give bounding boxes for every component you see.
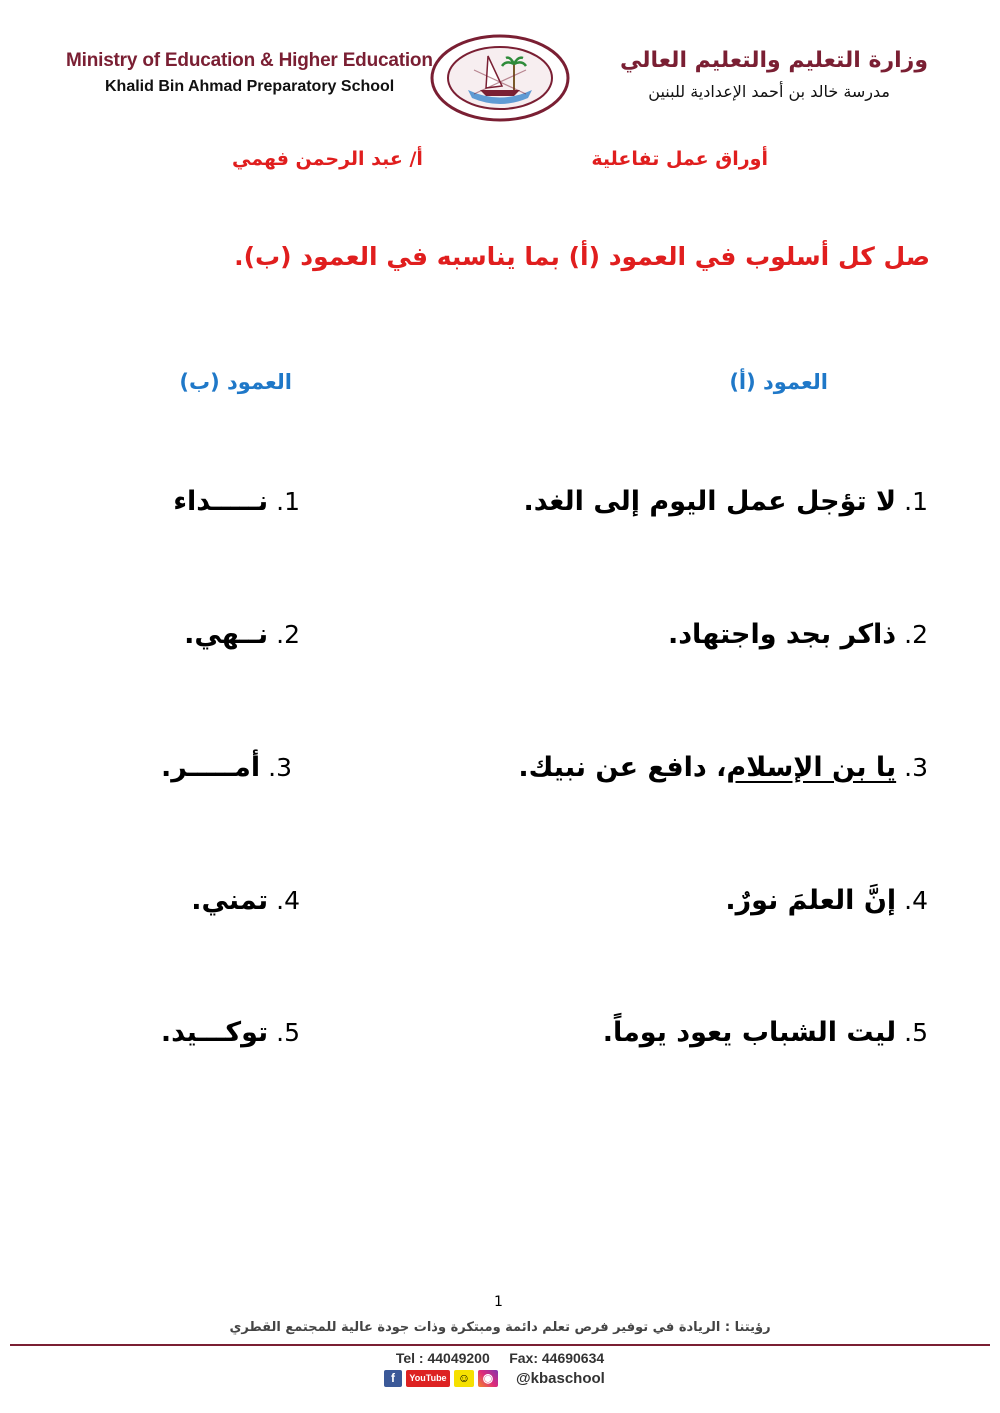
item-number: 5.: [276, 1018, 300, 1047]
snapchat-icon[interactable]: ☺: [454, 1370, 474, 1387]
instruction-text: صل كل أسلوب في العمود (أ) بما يناسبه في العمود (ب).: [234, 242, 930, 271]
item-number: 1.: [904, 487, 928, 516]
item-text-underlined: يا بن الإسلام: [726, 752, 897, 783]
teacher-name: أ/ عبد الرحمن فهمي: [232, 148, 423, 170]
item-text: نـــــداء: [173, 486, 269, 517]
item-text: أمـــــر.: [160, 752, 261, 783]
item-number: 4.: [276, 886, 300, 915]
fax-number: Fax: 44690634: [509, 1350, 605, 1366]
social-handle[interactable]: @kbaschool: [516, 1369, 605, 1387]
column-a-item-1[interactable]: [523, 486, 928, 517]
item-text: ليت الشباب يعود يوماً.: [602, 1017, 897, 1048]
column-a-item-4[interactable]: [725, 885, 928, 916]
school-name-ar: مدرسة خالد بن أحمد الإعدادية للبنين: [648, 82, 890, 101]
footer-divider: [10, 1344, 990, 1346]
column-a-item-2[interactable]: [668, 619, 928, 650]
qatar-ministry-logo: [428, 30, 572, 122]
item-text: إنَّ العلمَ نورٌ.: [725, 885, 897, 916]
item-text: نــهي.: [184, 619, 269, 650]
item-number: 3.: [268, 753, 292, 782]
ministry-name-en: Ministry of Education & Higher Education: [66, 50, 433, 71]
column-b-item-2[interactable]: [184, 619, 300, 650]
contact-info: [0, 1350, 1000, 1366]
column-b-item-1[interactable]: [173, 486, 300, 517]
column-b-item-5[interactable]: [161, 1017, 300, 1048]
item-number: 4.: [904, 886, 928, 915]
worksheet-title: أوراق عمل تفاعلية: [591, 148, 768, 170]
column-b-item-3[interactable]: [161, 752, 292, 783]
item-text: لا تؤجل عمل اليوم إلى الغد.: [523, 486, 897, 517]
youtube-icon[interactable]: YouTube: [406, 1370, 450, 1387]
item-number: 1.: [276, 487, 300, 516]
column-a-header: العمود (أ): [729, 370, 828, 394]
item-text: توكـــيد.: [160, 1017, 269, 1048]
social-links: [384, 1368, 605, 1388]
item-number: 2.: [276, 620, 300, 649]
vision-statement: رؤيتنا : الريادة في توفير فرص تعلم دائمة ومبتكرة وذات جودة عالية للمجتمع القطري: [229, 1320, 771, 1335]
item-text: تمني.: [191, 885, 269, 916]
column-a-item-3[interactable]: [518, 752, 928, 783]
facebook-icon[interactable]: f: [384, 1370, 402, 1387]
item-number: 5.: [904, 1018, 928, 1047]
column-b-header: العمود (ب): [179, 370, 292, 394]
school-name-en: Khalid Bin Ahmad Preparatory School: [105, 78, 395, 95]
column-b-item-4[interactable]: [191, 885, 300, 916]
item-number: 3.: [904, 753, 928, 782]
instagram-icon[interactable]: ◉: [478, 1370, 498, 1387]
item-text-rest: ، دافع عن نبيك.: [518, 752, 727, 783]
item-number: 2.: [904, 620, 928, 649]
column-a-item-5[interactable]: [603, 1017, 928, 1048]
tel-number: Tel : 44049200: [395, 1350, 490, 1366]
item-text: ذاكر بجد واجتهاد.: [667, 619, 897, 650]
page-number: 1: [494, 1294, 503, 1310]
ministry-name-ar: وزارة التعليم والتعليم العالي: [619, 48, 928, 73]
